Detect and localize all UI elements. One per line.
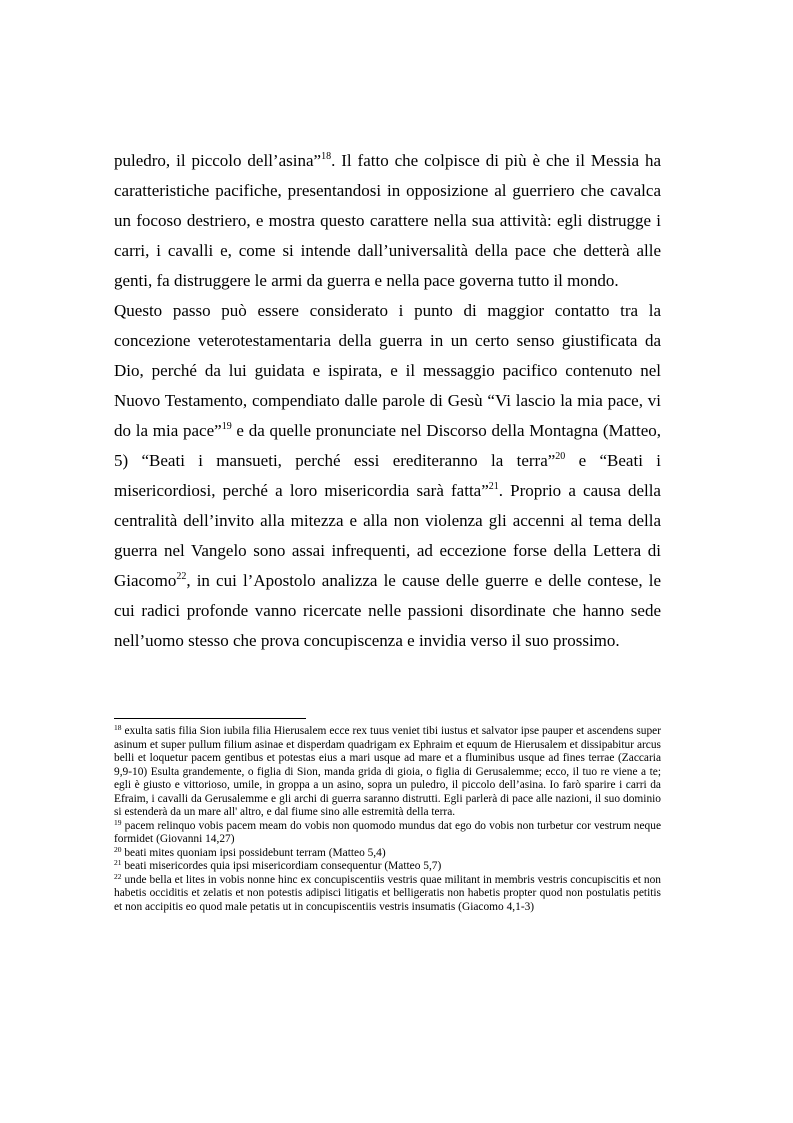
footnotes xyxy=(114,725,661,914)
footnote-18 xyxy=(114,725,661,820)
paragraph-text: , in cui l’Apostolo analizza le cause delle guerre e delle contese, le cui radici profonde vanno ricercate nelle passioni disordinate che hanno sede nell’uomo stesso che prova concupiscenza e invidia verso il suo prossimo. xyxy=(114,571,661,650)
footnote-ref-22[interactable]: 22 xyxy=(176,571,187,582)
footnote-ref-20[interactable]: 20 xyxy=(555,451,566,462)
footnote-text: beati mites quoniam ipsi possidebunt terram (Matteo 5,4) xyxy=(121,846,386,859)
footnote-text: unde bella et lites in vobis nonne hinc ex concupiscentiis vestris quae militant in membris vestris concupiscitis et non habetis occiditis et zelatis et non potestis adipisci litigatis et belligeratis non habetis propter quod non postulatis petitis et non accipitis eo quod male petatis ut in concupiscentiis vestris insumatis (Giacomo 4,1-3) xyxy=(114,873,661,913)
footnote-text: beati misericordes quia ipsi misericordiam consequentur (Matteo 5,7) xyxy=(121,860,442,872)
footnote-number: 20 xyxy=(114,844,122,854)
footnote-19 xyxy=(114,817,661,847)
footnote-number: 18 xyxy=(114,723,122,732)
paragraph-text: puledro, il piccolo dell’asina” xyxy=(114,151,322,170)
footnote-text: pacem relinquo vobis pacem meam do vobis non quomodo mundus dat ego do vobis non turbetur cor vestrum neque formidet (Giovanni 14,27) xyxy=(114,819,661,845)
paragraph-text: e da quelle pronunciate nel Discorso della Montagna (Matteo, 5) “Beati i mansueti, perché essi erediteranno la terra” xyxy=(114,421,661,470)
body-text xyxy=(114,146,661,656)
footnote-number: 22 xyxy=(114,871,122,881)
footnote-ref-21[interactable]: 21 xyxy=(488,481,499,492)
paragraph-text: . Il fatto che colpisce di più è che il Messia ha caratteristiche pacifiche, presentandosi in opposizione al guerriero che cavalca un focoso destriero, e mostra questo carattere nella sua attività: egli distrugge i carri, i cavalli e, come si intende dall’universalità della pace che detterà alle genti, fa distruggere le armi da guerra e nella pace governa tutto il mondo. xyxy=(114,151,662,290)
footnote-separator xyxy=(114,718,306,719)
footnote-number: 19 xyxy=(114,817,122,827)
footnote-number: 21 xyxy=(114,858,122,867)
footnote-ref-18[interactable]: 18 xyxy=(321,151,332,162)
paragraph-2 xyxy=(114,296,661,656)
footnote-20 xyxy=(114,844,661,861)
paragraph-1 xyxy=(114,146,661,296)
paragraph-text: e “Beati i misericordiosi, perché a loro misericordia sarà fatta” xyxy=(114,451,661,500)
paragraph-text: Questo passo può essere considerato i punto di maggior contatto tra la concezione veterotestamentaria della guerra in un certo senso giustificata da Dio, perché da lui guidata e ispirata, e il messaggio pacifico contenuto nel Nuovo Testamento, compendiato dalle parole di Gesù “Vi lascio la mia pace, vi do la mia pace” xyxy=(114,301,661,440)
footnote-ref-19[interactable]: 19 xyxy=(221,421,232,432)
footnote-22 xyxy=(114,871,661,915)
paragraph-text: . Proprio a causa della centralità dell’invito alla mitezza e alla non violenza gli accenni al tema della guerra nel Vangelo sono assai infrequenti, ad eccezione forse della Lettera di Giacomo xyxy=(114,481,661,590)
footnote-text: exulta satis filia Sion iubila filia Hierusalem ecce rex tuus veniet tibi iustus et salvator ipse pauper et ascendens super asinum et super pullum filium asinae et disperdam quadrigam ex Ephraim et equum de Hierusalem et dissipabitur arcus belli et loquetur pacem gentibus et potestas eius a mari usque ad mare et a fluminibus usque ad fines terrae (Zaccaria 9,9-10) Esulta grandemente, o figlia di Sion, manda grida di gioia, o figlia di Gerusalemme; ecco, il tuo re viene a te; egli è giusto e vittorioso, umile, in groppa a un asino, sopra un puledro, il piccolo dell’asina. Io farò sparire i carri da Efraim, i cavalli da Gerusalemme e gli archi di guerra saranno distrutti. Egli parlerà di pace alle nazioni, il suo dominio si estenderà da un mare all' altro, e dal fiume sino alle estremità della terra. xyxy=(114,725,661,818)
footnote-21 xyxy=(114,860,661,874)
